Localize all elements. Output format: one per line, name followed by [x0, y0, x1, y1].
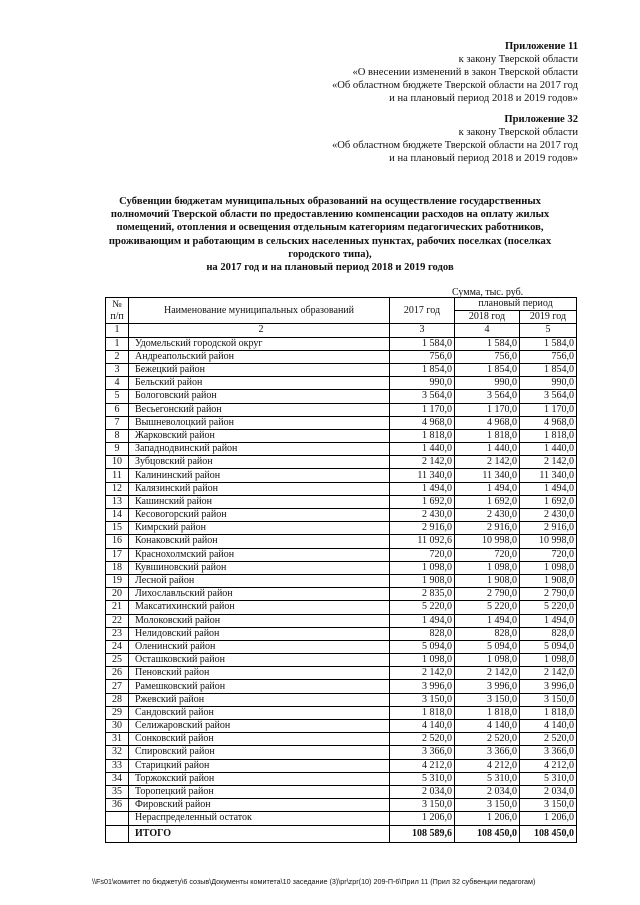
appendix-32-line3: и на плановый период 2018 и 2019 годов»: [389, 153, 578, 164]
cell-2017: 1 818,0: [390, 429, 455, 442]
cell-num: 9: [106, 443, 129, 456]
cell-2018: 2 520,0: [455, 733, 520, 746]
cell-2018: 3 564,0: [455, 390, 520, 403]
cell-2019: 1 440,0: [520, 443, 577, 456]
cell-num: 32: [106, 746, 129, 759]
table-row: [106, 429, 577, 442]
cell-2019: 828,0: [520, 627, 577, 640]
table-row: [106, 561, 577, 574]
cell-2018: 5 094,0: [455, 640, 520, 653]
cell-2018: 11 340,0: [455, 469, 520, 482]
cell-name: Андреапольский район: [129, 350, 390, 363]
cell-2018: 1 494,0: [455, 482, 520, 495]
cell-num: 20: [106, 588, 129, 601]
cell-num: 12: [106, 482, 129, 495]
cell-2019: 720,0: [520, 548, 577, 561]
table-row: [106, 443, 577, 456]
cell-2017: 2 142,0: [390, 456, 455, 469]
cell-2018: 3 150,0: [455, 799, 520, 812]
cell-name: Кимрский район: [129, 522, 390, 535]
cell-name: Нераспределенный остаток: [129, 812, 390, 825]
cell-2019: 2 916,0: [520, 522, 577, 535]
cell-2019: 3 996,0: [520, 680, 577, 693]
cell-name: Максатихинский район: [129, 601, 390, 614]
table-row: [106, 482, 577, 495]
appendix-11-line4: и на плановый период 2018 и 2019 годов»: [389, 93, 578, 104]
cell-num: 24: [106, 640, 129, 653]
cell-num: 21: [106, 601, 129, 614]
cell-2019: 5 220,0: [520, 601, 577, 614]
cell-num: 23: [106, 627, 129, 640]
table-row: [106, 785, 577, 798]
cell-2018: 3 150,0: [455, 693, 520, 706]
cell-name: Торжокский район: [129, 772, 390, 785]
cell-2018: 1 854,0: [455, 363, 520, 376]
cell-2019: 1 170,0: [520, 403, 577, 416]
cell-2019: 1 818,0: [520, 429, 577, 442]
cell-2019: 990,0: [520, 377, 577, 390]
cell-2019: 756,0: [520, 350, 577, 363]
cell-name: ИТОГО: [129, 825, 390, 842]
header-plan: плановый период: [455, 298, 577, 311]
document-title-text: Субвенции бюджетам муниципальных образований на осуществление государственных полномочий Тверской области по предоставлению компенсации расходов на оплату жилых помещений, отопления и освещения отдельным категориям педагогических работников, проживающим и работающим в сельских населенных пунктах, рабочих поселках (поселках городского типа),: [108, 196, 552, 260]
cell-num: 29: [106, 706, 129, 719]
appendix-11-line3: «Об областном бюджете Тверской области на 2017 год: [331, 80, 578, 91]
cell-name: Нелидовский район: [129, 627, 390, 640]
cell-2018: 1 908,0: [455, 574, 520, 587]
cell-num: 11: [106, 469, 129, 482]
cell-2017: 3 366,0: [390, 746, 455, 759]
header-name: Наименование муниципальных образований: [129, 298, 390, 324]
table-row: [106, 363, 577, 376]
cell-name: Бологовский район: [129, 390, 390, 403]
cell-2018: 4 140,0: [455, 720, 520, 733]
cell-num: 22: [106, 614, 129, 627]
table-row: [106, 680, 577, 693]
table-row: [106, 416, 577, 429]
table-row: [106, 535, 577, 548]
cell-num: 2: [106, 350, 129, 363]
cell-name: Торопецкий район: [129, 785, 390, 798]
cell-2017: 720,0: [390, 548, 455, 561]
header-num: № п/п: [106, 298, 129, 324]
appendix-32-header: [332, 113, 578, 165]
cell-2017: 756,0: [390, 350, 455, 363]
table-row: [106, 640, 577, 653]
cell-num: [106, 812, 129, 825]
cell-2017: 1 206,0: [390, 812, 455, 825]
cell-2019: 1 098,0: [520, 654, 577, 667]
table-body: [106, 324, 577, 842]
cell-num: 19: [106, 574, 129, 587]
cell-2019: 1 854,0: [520, 363, 577, 376]
table-row: [106, 733, 577, 746]
cell-name: 2: [129, 324, 390, 337]
cell-num: 30: [106, 720, 129, 733]
cell-name: Зубцовский район: [129, 456, 390, 469]
cell-2019: 5 094,0: [520, 640, 577, 653]
cell-name: Кесовогорский район: [129, 509, 390, 522]
cell-num: 7: [106, 416, 129, 429]
cell-2019: 4 212,0: [520, 759, 577, 772]
file-path-footer: \\Fs01\комитет по бюджету\6 созыв\Документы комитета\10 заседание (3)\pr\zpr(10) 209-П-6\Прил 11 (Прил 32 субвенции педагогам): [92, 877, 536, 886]
cell-num: 8: [106, 429, 129, 442]
cell-2017: 11 340,0: [390, 469, 455, 482]
cell-2017: 1 494,0: [390, 614, 455, 627]
table-row: [106, 377, 577, 390]
table-row: [106, 799, 577, 812]
cell-name: Спировский район: [129, 746, 390, 759]
cell-2019: 3 150,0: [520, 799, 577, 812]
cell-name: Конаковский район: [129, 535, 390, 548]
cell-2018: 2 142,0: [455, 456, 520, 469]
appendix-32-line2: «Об областном бюджете Тверской области на 2017 год: [331, 140, 578, 151]
cell-2019: 1 494,0: [520, 614, 577, 627]
cell-2018: 2 430,0: [455, 509, 520, 522]
cell-2017: 2 142,0: [390, 667, 455, 680]
table-row: [106, 654, 577, 667]
cell-name: Рамешковский район: [129, 680, 390, 693]
total-row: [106, 825, 577, 842]
cell-2019: 1 818,0: [520, 706, 577, 719]
cell-num: 17: [106, 548, 129, 561]
table-row: [106, 337, 577, 350]
cell-2018: 1 692,0: [455, 495, 520, 508]
cell-2019: 3 150,0: [520, 693, 577, 706]
cell-2019: 3 366,0: [520, 746, 577, 759]
cell-name: Жарковский район: [129, 429, 390, 442]
cell-2018: 1 584,0: [455, 337, 520, 350]
column-index-row: [106, 324, 577, 337]
cell-2017: 2 034,0: [390, 785, 455, 798]
cell-2018: 756,0: [455, 350, 520, 363]
table-row: [106, 772, 577, 785]
cell-num: 16: [106, 535, 129, 548]
cell-name: Фировский район: [129, 799, 390, 812]
cell-num: 18: [106, 561, 129, 574]
cell-num: 25: [106, 654, 129, 667]
cell-2017: 1 818,0: [390, 706, 455, 719]
table-row: [106, 350, 577, 363]
table-row: [106, 390, 577, 403]
table-row: [106, 627, 577, 640]
cell-name: Осташковский район: [129, 654, 390, 667]
cell-num: 3: [106, 363, 129, 376]
cell-2017: 1 098,0: [390, 654, 455, 667]
cell-num: 26: [106, 667, 129, 680]
cell-2018: 1 098,0: [455, 561, 520, 574]
cell-2017: 828,0: [390, 627, 455, 640]
cell-name: Бельский район: [129, 377, 390, 390]
cell-2018: 1 818,0: [455, 429, 520, 442]
cell-2019: 4 140,0: [520, 720, 577, 733]
appendix-11-line1: к закону Тверской области: [458, 54, 578, 65]
table-row: [106, 759, 577, 772]
cell-2017: 990,0: [390, 377, 455, 390]
cell-num: 31: [106, 733, 129, 746]
cell-name: Кувшиновский район: [129, 561, 390, 574]
sum-unit-label: Сумма, тыс. руб.: [452, 287, 524, 298]
cell-2018: 3 366,0: [455, 746, 520, 759]
table-row: [106, 574, 577, 587]
cell-name: Старицкий район: [129, 759, 390, 772]
cell-num: 28: [106, 693, 129, 706]
document-title-period: на 2017 год и на плановый период 2018 и 2019 годов: [206, 262, 454, 274]
cell-2019: 108 450,0: [520, 825, 577, 842]
cell-2019: 4 968,0: [520, 416, 577, 429]
cell-2018: 10 998,0: [455, 535, 520, 548]
cell-num: 10: [106, 456, 129, 469]
table-row: [106, 522, 577, 535]
cell-2019: 2 430,0: [520, 509, 577, 522]
subvention-table: [105, 297, 577, 843]
cell-2017: 11 092,6: [390, 535, 455, 548]
cell-2017: 1 098,0: [390, 561, 455, 574]
cell-name: Селижаровский район: [129, 720, 390, 733]
cell-2017: 3 996,0: [390, 680, 455, 693]
cell-2019: 2 790,0: [520, 588, 577, 601]
cell-name: Сандовский район: [129, 706, 390, 719]
cell-2019: 1 098,0: [520, 561, 577, 574]
cell-2018: 5 220,0: [455, 601, 520, 614]
cell-2018: 990,0: [455, 377, 520, 390]
cell-num: 33: [106, 759, 129, 772]
cell-name: Лихославльский район: [129, 588, 390, 601]
appendix-11-title: Приложение 11: [504, 41, 578, 52]
cell-name: Молоковский район: [129, 614, 390, 627]
cell-num: 15: [106, 522, 129, 535]
cell-2017: 3 564,0: [390, 390, 455, 403]
table-row: [106, 601, 577, 614]
cell-2018: 1 098,0: [455, 654, 520, 667]
cell-2018: 2 142,0: [455, 667, 520, 680]
cell-num: 1: [106, 324, 129, 337]
table-row: [106, 667, 577, 680]
cell-2017: 1 584,0: [390, 337, 455, 350]
table-row: [106, 812, 577, 825]
cell-name: Удомельский городской округ: [129, 337, 390, 350]
cell-name: Кашинский район: [129, 495, 390, 508]
cell-2017: 2 430,0: [390, 509, 455, 522]
table-row: [106, 403, 577, 416]
cell-num: 5: [106, 390, 129, 403]
cell-2018: 2 790,0: [455, 588, 520, 601]
cell-2017: 3: [390, 324, 455, 337]
cell-num: 4: [106, 377, 129, 390]
table-row: [106, 456, 577, 469]
cell-2018: 2 034,0: [455, 785, 520, 798]
document-title: [105, 195, 555, 274]
cell-2017: 5 220,0: [390, 601, 455, 614]
cell-name: Краснохолмский район: [129, 548, 390, 561]
cell-2018: 2 916,0: [455, 522, 520, 535]
cell-2017: 1 440,0: [390, 443, 455, 456]
cell-2017: 108 589,6: [390, 825, 455, 842]
cell-name: Весьегонский район: [129, 403, 390, 416]
cell-2018: 4: [455, 324, 520, 337]
table-row: [106, 746, 577, 759]
cell-2017: 1 854,0: [390, 363, 455, 376]
table-row: [106, 495, 577, 508]
cell-num: 27: [106, 680, 129, 693]
cell-2018: 4 968,0: [455, 416, 520, 429]
cell-num: 13: [106, 495, 129, 508]
cell-2018: 828,0: [455, 627, 520, 640]
cell-num: 35: [106, 785, 129, 798]
cell-num: 36: [106, 799, 129, 812]
cell-2017: 5 094,0: [390, 640, 455, 653]
header-2019: 2019 год: [520, 311, 577, 324]
cell-2019: 5: [520, 324, 577, 337]
cell-name: Бежецкий район: [129, 363, 390, 376]
table-row: [106, 720, 577, 733]
cell-name: Вышневолоцкий район: [129, 416, 390, 429]
cell-2017: 3 150,0: [390, 693, 455, 706]
cell-2018: 108 450,0: [455, 825, 520, 842]
cell-2017: 1 692,0: [390, 495, 455, 508]
cell-2019: 1 692,0: [520, 495, 577, 508]
cell-2017: 5 310,0: [390, 772, 455, 785]
header-2017: 2017 год: [390, 298, 455, 324]
header-2018: 2018 год: [455, 311, 520, 324]
cell-2019: 2 142,0: [520, 456, 577, 469]
cell-2018: 1 170,0: [455, 403, 520, 416]
cell-2019: 10 998,0: [520, 535, 577, 548]
cell-name: Калининский район: [129, 469, 390, 482]
table-row: [106, 469, 577, 482]
table-row: [106, 509, 577, 522]
cell-2017: 2 916,0: [390, 522, 455, 535]
cell-name: Ржевский район: [129, 693, 390, 706]
cell-2017: 4 968,0: [390, 416, 455, 429]
cell-2018: 720,0: [455, 548, 520, 561]
appendix-32-title: Приложение 32: [504, 114, 578, 125]
table-row: [106, 588, 577, 601]
cell-name: Пеновский район: [129, 667, 390, 680]
cell-2018: 5 310,0: [455, 772, 520, 785]
cell-num: 14: [106, 509, 129, 522]
appendix-11-header: [332, 40, 578, 105]
appendix-11-line2: «О внесении изменений в закон Тверской области: [352, 67, 578, 78]
cell-num: 6: [106, 403, 129, 416]
appendix-32-line1: к закону Тверской области: [458, 127, 578, 138]
cell-2019: 5 310,0: [520, 772, 577, 785]
cell-name: Западнодвинский район: [129, 443, 390, 456]
table-row: [106, 548, 577, 561]
cell-2018: 4 212,0: [455, 759, 520, 772]
cell-2019: 1 494,0: [520, 482, 577, 495]
cell-2017: 2 520,0: [390, 733, 455, 746]
cell-2017: 4 212,0: [390, 759, 455, 772]
cell-2018: 1 818,0: [455, 706, 520, 719]
table-row: [106, 706, 577, 719]
cell-2019: 3 564,0: [520, 390, 577, 403]
cell-2018: 1 440,0: [455, 443, 520, 456]
cell-2017: 3 150,0: [390, 799, 455, 812]
cell-name: Сонковский район: [129, 733, 390, 746]
cell-2017: 2 835,0: [390, 588, 455, 601]
cell-2018: 3 996,0: [455, 680, 520, 693]
cell-2019: 11 340,0: [520, 469, 577, 482]
cell-num: 1: [106, 337, 129, 350]
cell-2018: 1 494,0: [455, 614, 520, 627]
cell-2019: 2 520,0: [520, 733, 577, 746]
table-row: [106, 614, 577, 627]
cell-2017: 1 494,0: [390, 482, 455, 495]
cell-2019: 2 142,0: [520, 667, 577, 680]
cell-num: [106, 825, 129, 842]
cell-2019: 1 584,0: [520, 337, 577, 350]
cell-2017: 1 170,0: [390, 403, 455, 416]
table-row: [106, 693, 577, 706]
cell-2017: 1 908,0: [390, 574, 455, 587]
cell-name: Калязинский район: [129, 482, 390, 495]
cell-2019: 1 908,0: [520, 574, 577, 587]
cell-num: 34: [106, 772, 129, 785]
cell-2018: 1 206,0: [455, 812, 520, 825]
cell-name: Оленинский район: [129, 640, 390, 653]
cell-2019: 2 034,0: [520, 785, 577, 798]
cell-2019: 1 206,0: [520, 812, 577, 825]
cell-2017: 4 140,0: [390, 720, 455, 733]
cell-name: Лесной район: [129, 574, 390, 587]
